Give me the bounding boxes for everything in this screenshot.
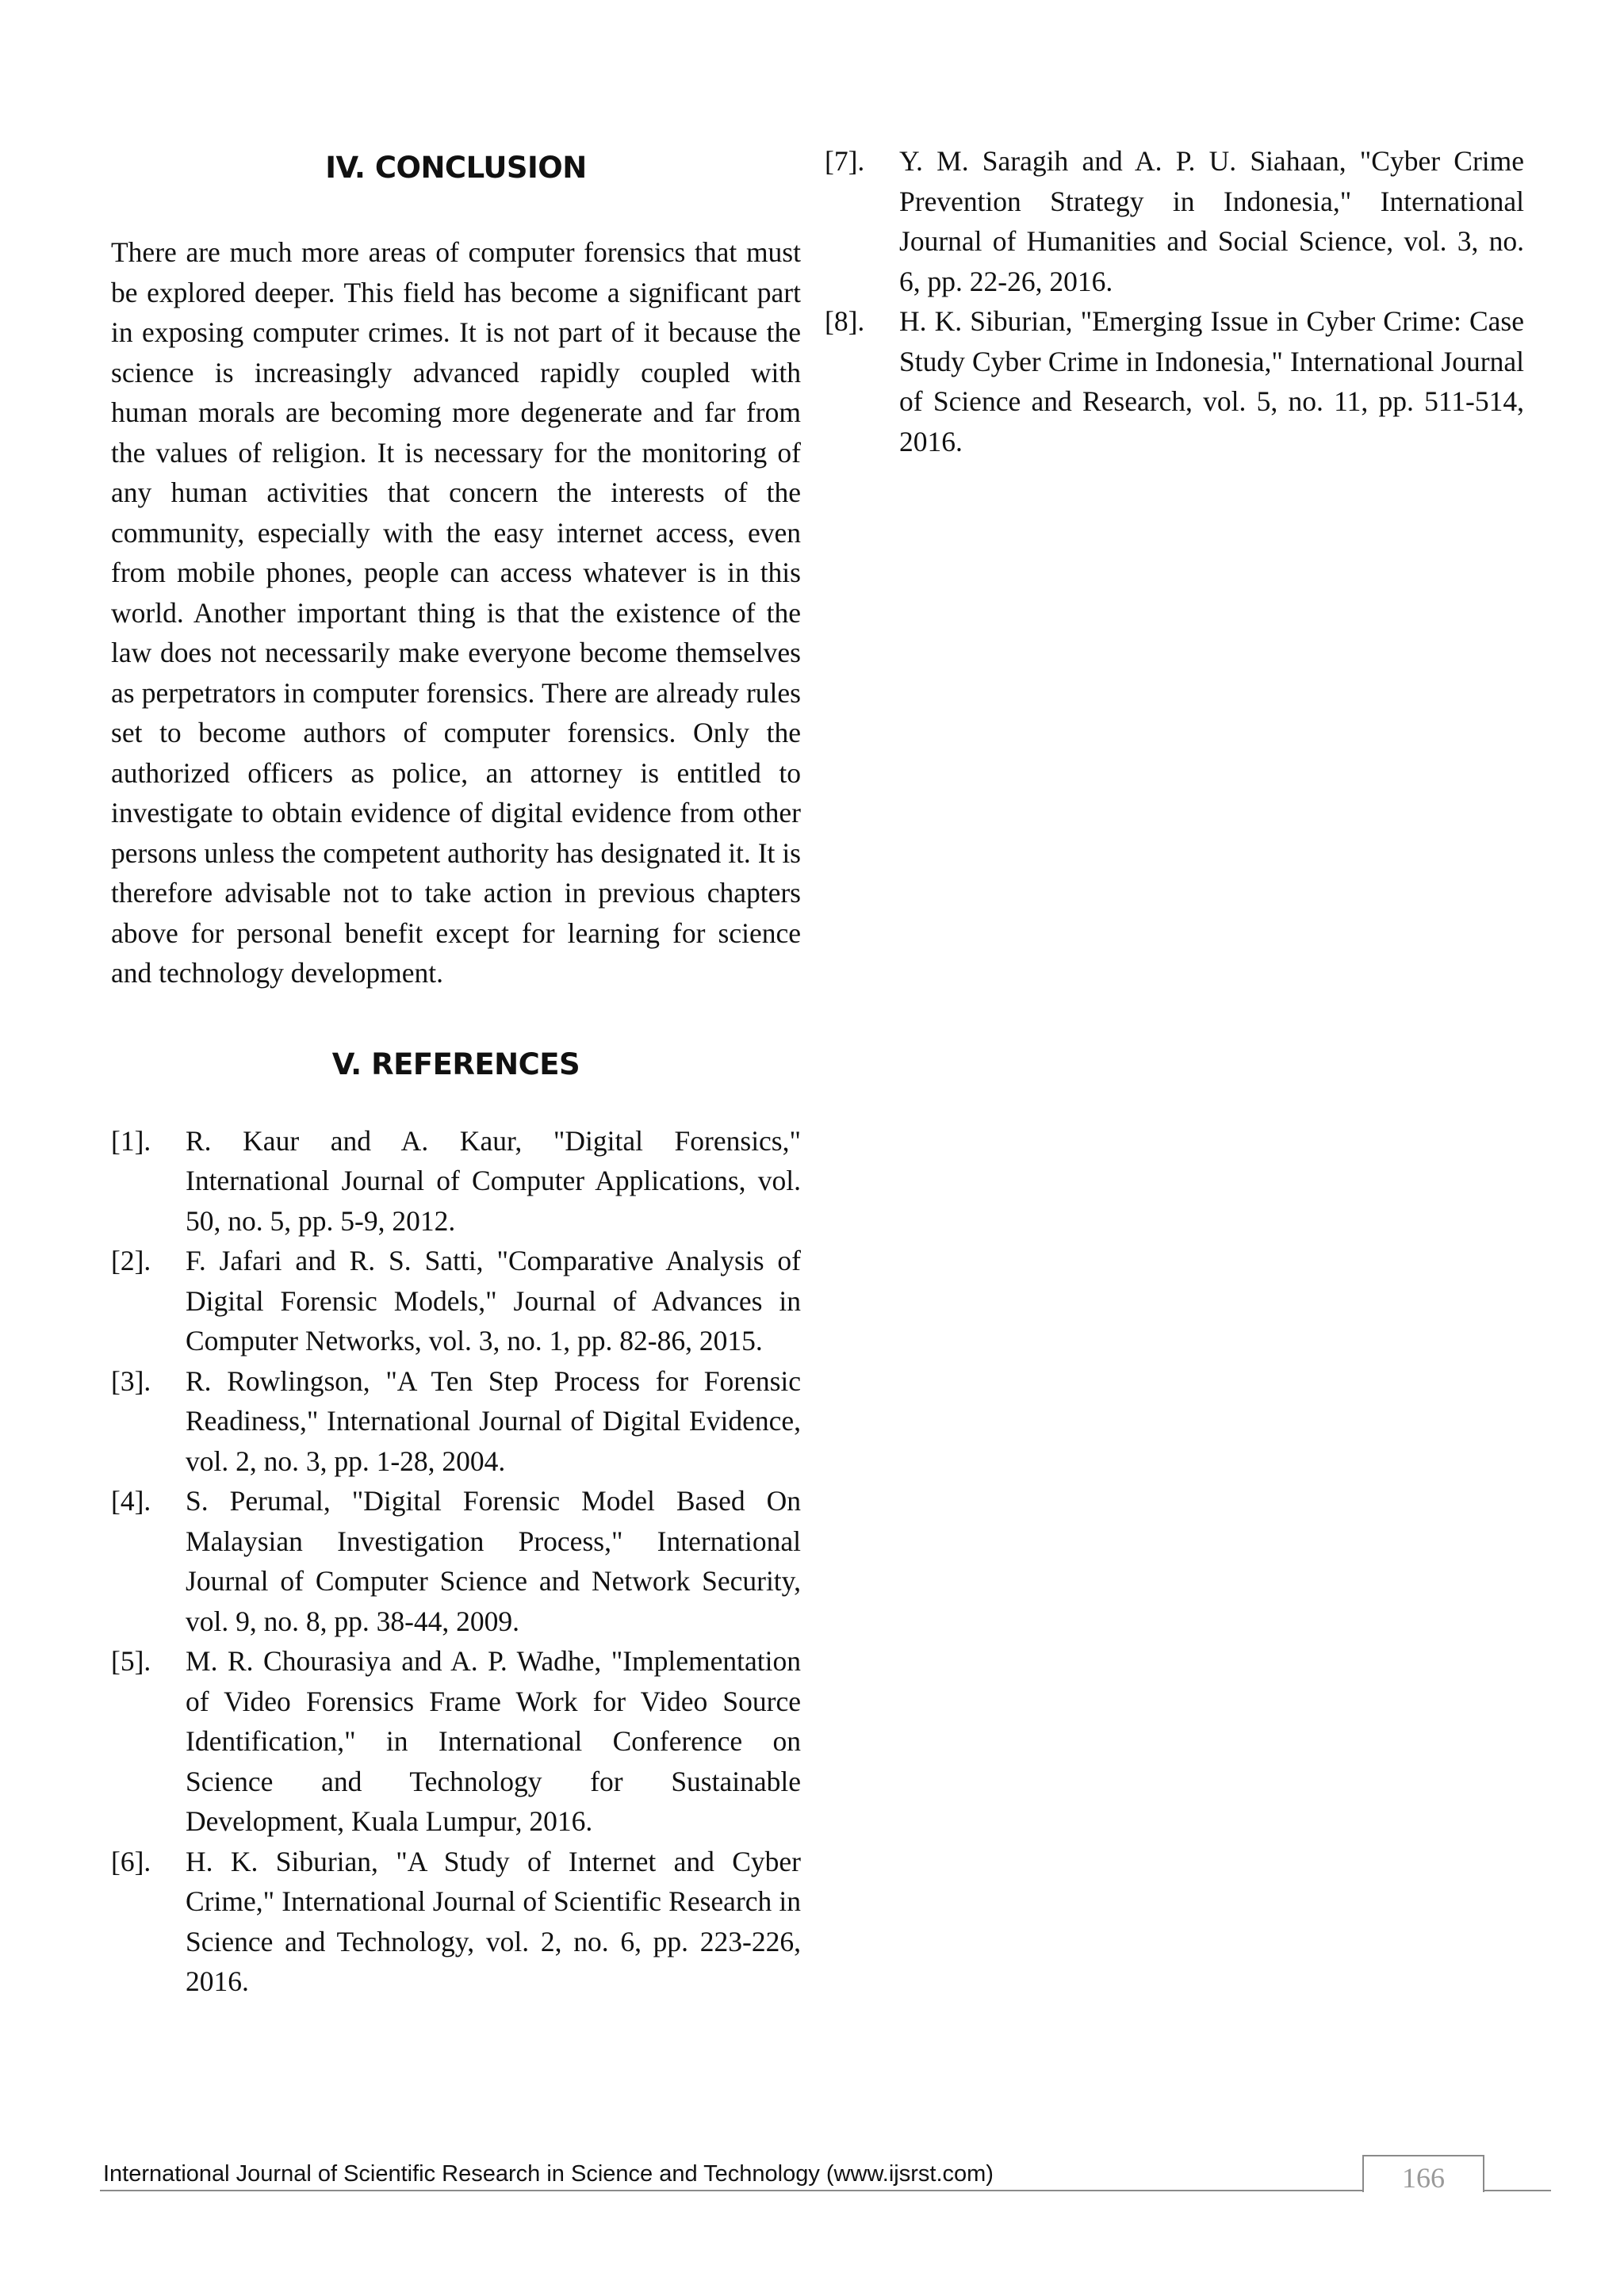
reference-number: [3]. [111, 1364, 151, 1397]
reference-text: Y. M. Saragih and A. P. U. Siahaan, "Cyber Crime Prevention Strategy in Indonesia," International Journal of Humanities and Social Science, vol. 3, no. 6, pp. 22-26, 2016. [899, 145, 1524, 297]
reference-number: [1]. [111, 1124, 151, 1157]
reference-number: [8]. [825, 305, 865, 337]
page-footer [100, 2147, 1551, 2195]
references-list-right [825, 141, 1524, 461]
reference-item [825, 141, 1524, 301]
right-column [825, 141, 1524, 461]
reference-number: [2]. [111, 1245, 151, 1276]
reference-text: F. Jafari and R. S. Satti, "Comparative Analysis of Digital Forensic Models," Journal of Advances in Computer Networks, vol. 3, no. 1, pp. 82-86, 2015. [186, 1245, 801, 1357]
reference-item [111, 1842, 801, 2002]
references-list-left [111, 1121, 801, 2002]
conclusion-paragraph: There are much more areas of computer forensics that must be explored deeper. This field has become a significant part in exposing computer crimes. It is not part of it because the science is increasingly advanced rapidly coupled with human morals are becoming more degenerate and far from the values of religion. It is necessary for the monitoring of any human activities that concern the interests of the community, especially with the easy internet access, even from mobile phones, people can access whatever is in this world. Another important thing is that the existence of the law does not necessarily make everyone become themselves as perpetrators in computer forensics. There are already rules set to become authors of computer forensics. Only the authorized officers as police, an attorney is entitled to investigate to obtain evidence of digital evidence from other persons unless the competent authority has designated it. It is therefore advisable not to take action in previous chapters above for personal benefit except for learning for science and technology development. [111, 236, 801, 989]
footer-rule [100, 2190, 1551, 2191]
reference-item [111, 1641, 801, 1842]
reference-item [825, 301, 1524, 461]
reference-item [111, 1241, 801, 1361]
page-number-box [1362, 2155, 1484, 2192]
references-heading: V. REFERENCES [331, 1047, 580, 1081]
reference-number: [5]. [111, 1645, 151, 1677]
reference-text: R. Kaur and A. Kaur, "Digital Forensics," International Journal of Computer Applications, vol. 50, no. 5, pp. 5-9, 2012. [186, 1124, 801, 1237]
footer-journal-name: International Journal of Scientific Research in Science and Technology (www.ijsrst.com) [103, 2161, 994, 2187]
reference-item [111, 1121, 801, 1242]
reference-number: [6]. [111, 1845, 151, 1877]
reference-item [111, 1361, 801, 1482]
reference-text: H. K. Siburian, "A Study of Internet and Cyber Crime," International Journal of Scientific Research in Science and Technology, vol. 2, no. 6, pp. 223-226, 2016. [186, 1845, 801, 1997]
reference-text: H. K. Siburian, "Emerging Issue in Cyber Crime: Case Study Cyber Crime in Indonesia," International Journal of Science and Research, vol. 5, no. 11, pp. 511-514, 2016. [899, 305, 1524, 457]
reference-number: [4]. [111, 1485, 151, 1517]
reference-text: M. R. Chourasiya and A. P. Wadhe, "Implementation of Video Forensics Frame Work for Video Source Identification," in International Conference on Science and Technology for Sustainable Development, Kuala Lumpur, 2016. [186, 1645, 801, 1837]
reference-text: R. Rowlingson, "A Ten Step Process for Forensic Readiness," International Journal of Digital Evidence, vol. 2, no. 3, pp. 1-28, 2004. [186, 1364, 801, 1477]
page-number: 166 [1402, 2162, 1445, 2194]
reference-item [111, 1481, 801, 1641]
reference-text: S. Perumal, "Digital Forensic Model Based On Malaysian Investigation Process," International Journal of Computer Science and Network Security, vol. 9, no. 8, pp. 38-44, 2009. [186, 1485, 801, 1637]
reference-number: [7]. [825, 145, 865, 177]
left-column [111, 141, 801, 2002]
conclusion-heading: IV. CONCLUSION [325, 151, 587, 185]
